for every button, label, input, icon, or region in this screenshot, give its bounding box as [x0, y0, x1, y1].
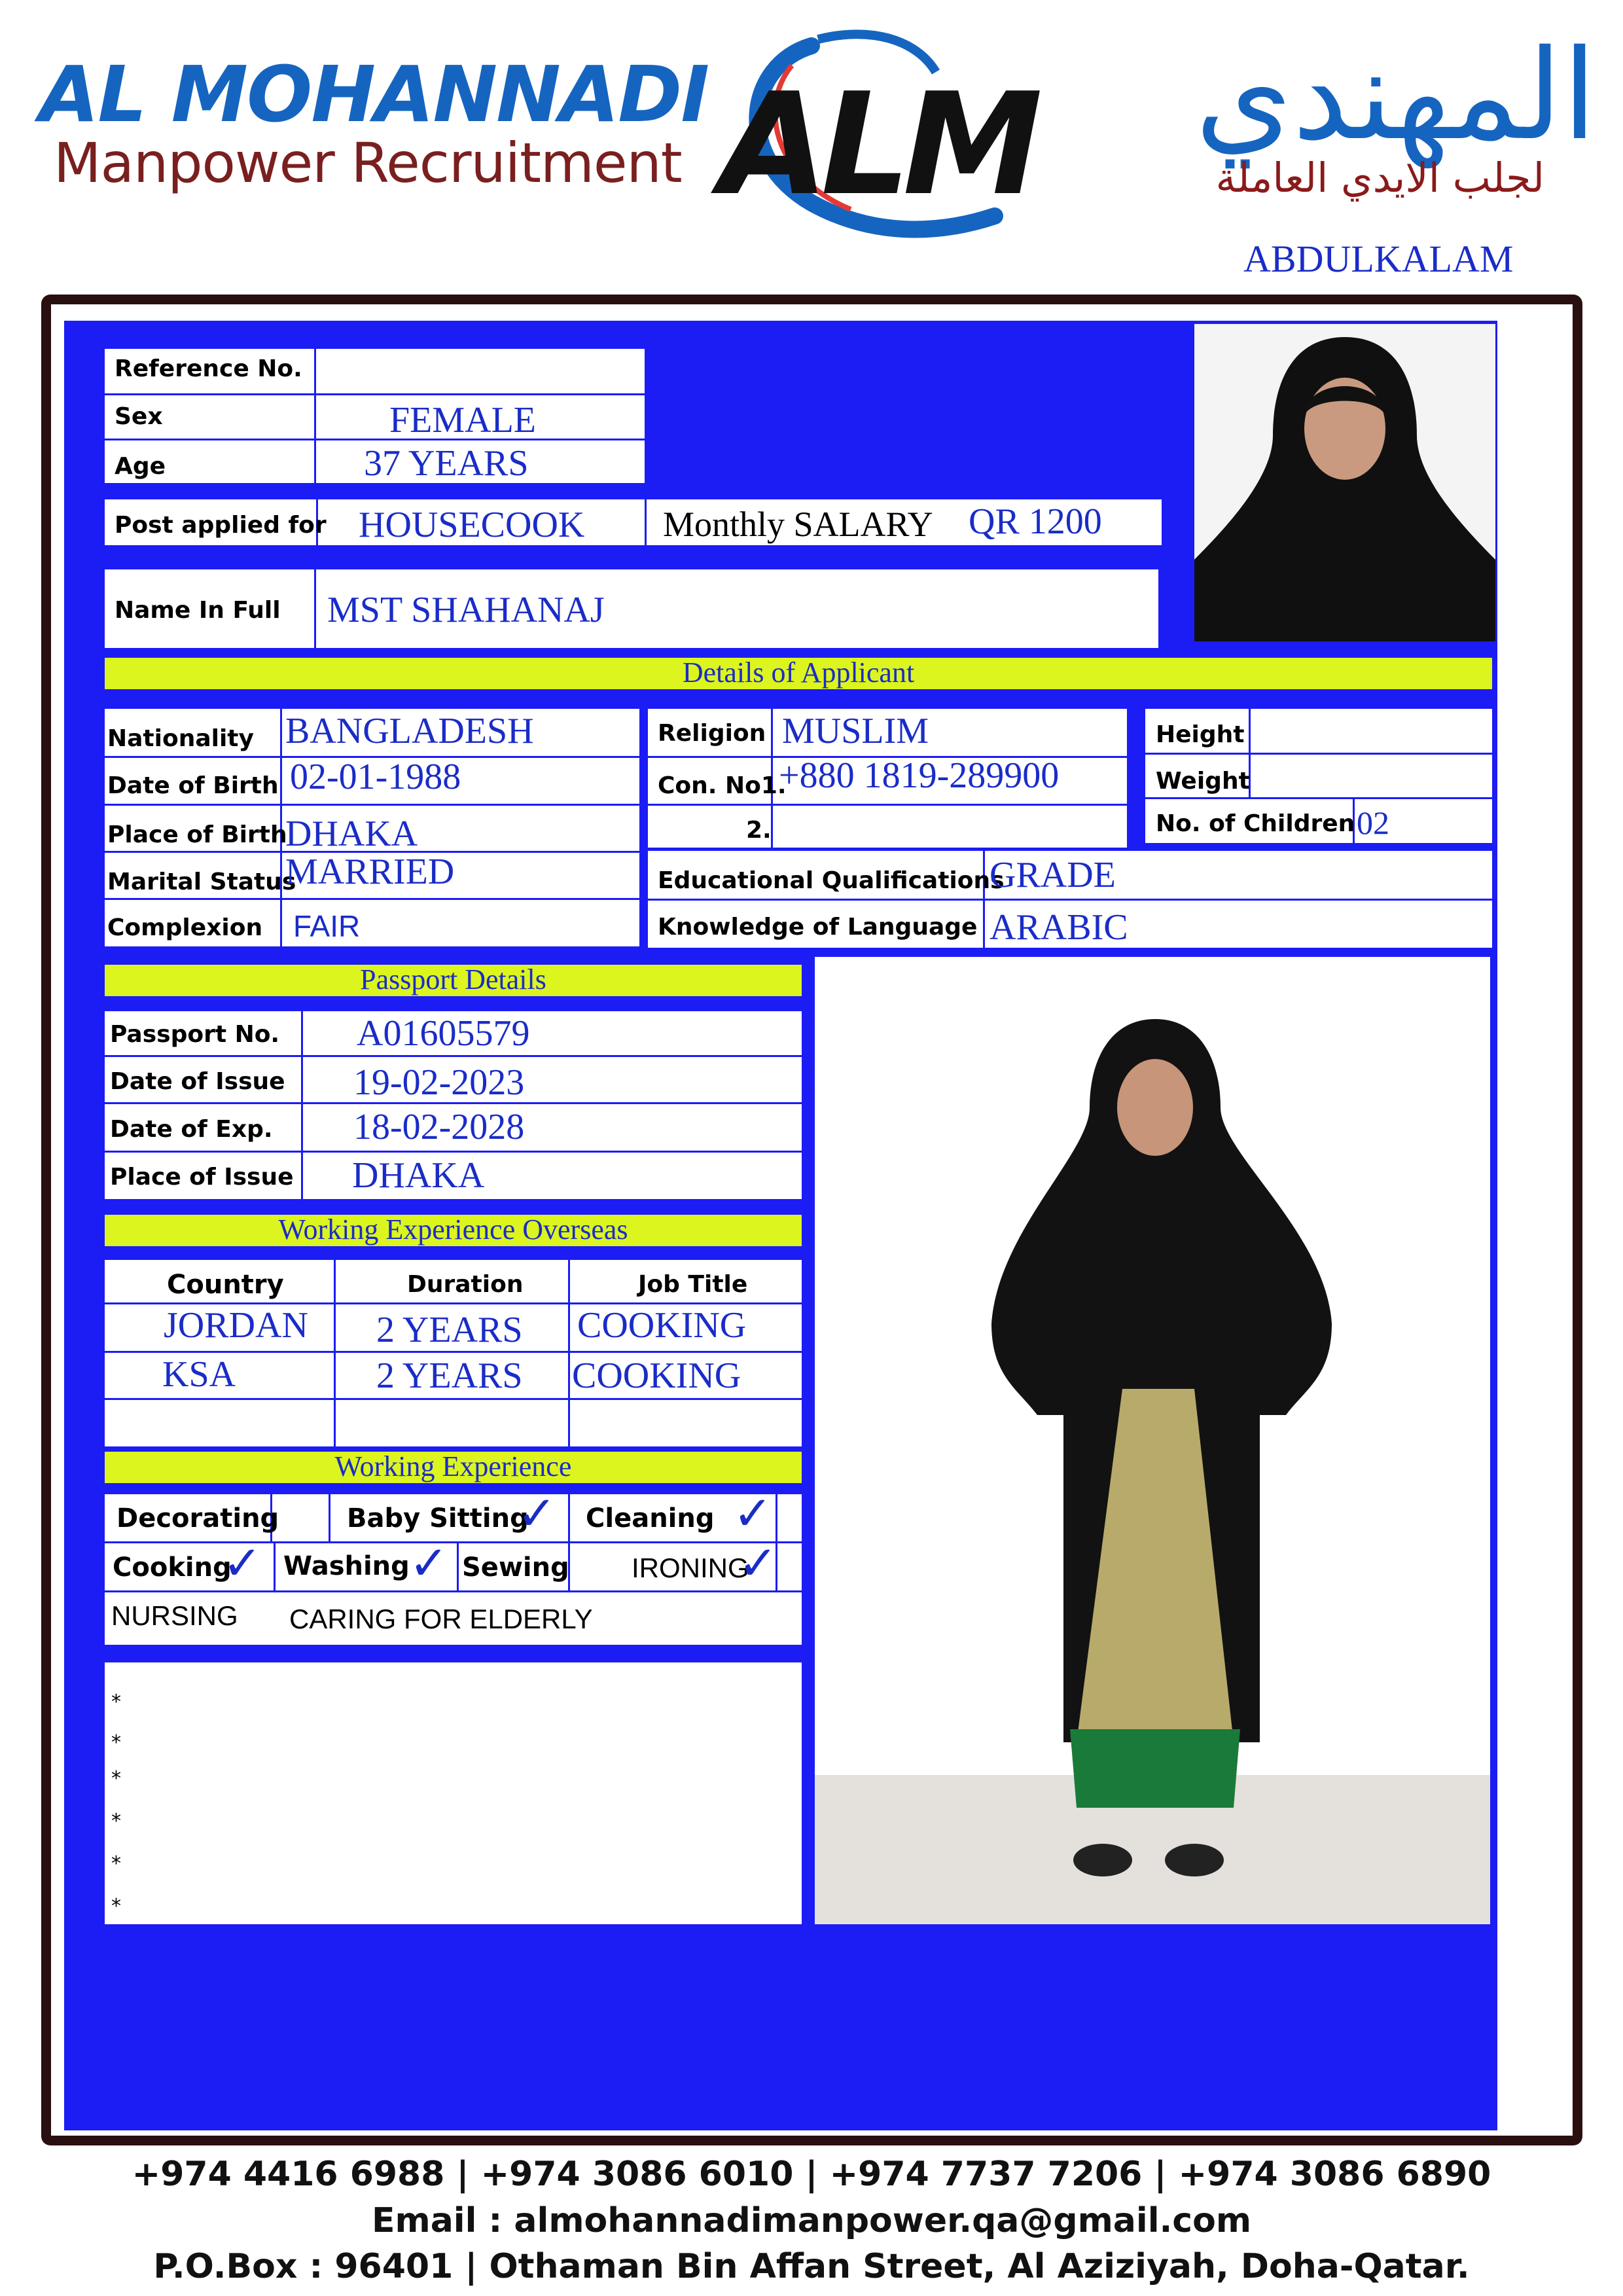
height-label: Height	[1156, 721, 1245, 748]
marital-value: MARRIED	[285, 852, 455, 892]
brand-name: AL MOHANNADI	[39, 49, 709, 139]
applicant-portrait-photo	[1194, 324, 1495, 641]
passport-no-value: A01605579	[357, 1013, 530, 1054]
language-value: ARABIC	[990, 907, 1128, 948]
weight-label: Weight	[1156, 768, 1250, 795]
expiry-date-label: Date of Exp.	[110, 1116, 273, 1143]
nationality-value: BANGLADESH	[285, 711, 534, 751]
ironing-check-icon: ✓	[738, 1535, 778, 1590]
pob-label: Place of Birth	[107, 821, 287, 848]
issue-date-value: 19-02-2023	[353, 1062, 525, 1103]
footer-address: P.O.Box : 96401 | Othaman Bin Affan Street, Al Aziziyah, Doha-Qatar.	[153, 2247, 1470, 2286]
skill-sewing: Sewing	[462, 1552, 569, 1583]
issue-place-value: DHAKA	[352, 1155, 485, 1196]
col-country: Country	[167, 1270, 284, 1300]
education-label: Educational Qualifications	[658, 867, 1005, 894]
contact2-label: 2.	[746, 817, 772, 844]
salary-label: Monthly SALARY	[663, 505, 933, 544]
overseas-section-title: Working Experience Overseas	[105, 1215, 802, 1246]
skill-caring-elderly: CARING FOR ELDERLY	[289, 1604, 593, 1634]
skill-baby-sitting: Baby Sitting	[347, 1503, 529, 1534]
complexion-label: Complexion	[107, 914, 263, 941]
applicant-full-photo	[815, 957, 1490, 1924]
overseas-row-2-duration: 2 YEARS	[376, 1355, 523, 1396]
notes-box	[105, 1662, 802, 1924]
note-bullet-4: *	[111, 1810, 121, 1833]
age-label: Age	[115, 453, 166, 480]
skill-nursing: NURSING	[111, 1600, 238, 1631]
note-bullet-2: *	[111, 1731, 121, 1754]
skill-ironing: IRONING	[632, 1552, 749, 1583]
sex-value: FEMALE	[389, 400, 536, 440]
nationality-label: Nationality	[107, 725, 254, 752]
baby-sitting-check-icon: ✓	[517, 1486, 557, 1541]
details-section-title: Details of Applicant	[105, 658, 1492, 689]
brand-tagline: Manpower Recruitment	[54, 131, 682, 195]
note-bullet-5: *	[111, 1852, 121, 1875]
overseas-row-1-job: COOKING	[577, 1305, 747, 1346]
complexion-value: FAIR	[293, 909, 361, 943]
name-label: Name In Full	[115, 597, 281, 624]
expiry-date-value: 18-02-2028	[353, 1107, 525, 1147]
name-value: MST SHAHANAJ	[327, 590, 605, 630]
children-value: 02	[1357, 804, 1389, 841]
agent-name: ABDULKALAM	[1243, 238, 1514, 280]
overseas-row-2-job: COOKING	[572, 1355, 741, 1396]
language-label: Knowledge of Language	[658, 914, 978, 941]
marital-label: Marital Status	[107, 869, 296, 895]
overseas-row-1-country: JORDAN	[164, 1305, 308, 1346]
issue-place-label: Place of Issue	[110, 1164, 294, 1191]
overseas-row-2-country: KSA	[162, 1354, 236, 1395]
post-value: HOUSECOOK	[359, 505, 585, 545]
post-label: Post applied for	[115, 512, 327, 539]
col-duration: Duration	[407, 1271, 524, 1298]
skill-cleaning: Cleaning	[586, 1503, 715, 1534]
reference-label: Reference No.	[115, 355, 302, 382]
note-bullet-1: *	[111, 1691, 121, 1713]
children-label: No. of Children	[1156, 810, 1355, 837]
brand-name-arabic: المهندي	[1195, 23, 1597, 168]
dob-value: 02-01-1988	[290, 757, 461, 797]
footer-phones: +974 4416 6988 | +974 3086 6010 | +974 7737 7206 | +974 3086 6890	[132, 2155, 1491, 2194]
note-bullet-6: *	[111, 1895, 121, 1918]
passport-section-title: Passport Details	[105, 965, 802, 996]
alm-logo-text: ALM	[720, 62, 1035, 226]
cleaning-check-icon: ✓	[733, 1486, 773, 1541]
skill-cooking: Cooking	[113, 1552, 232, 1583]
issue-date-label: Date of Issue	[110, 1068, 285, 1095]
skill-washing: Washing	[283, 1551, 410, 1581]
religion-value: MUSLIM	[782, 711, 929, 751]
pob-value: DHAKA	[285, 814, 418, 854]
overseas-row-1-duration: 2 YEARS	[376, 1310, 523, 1350]
washing-check-icon: ✓	[409, 1535, 449, 1590]
salary-value: QR 1200	[969, 501, 1102, 542]
note-bullet-3: *	[111, 1767, 121, 1790]
cooking-check-icon: ✓	[223, 1535, 262, 1590]
contact1-label: Con. No1.	[658, 772, 787, 799]
passport-no-label: Passport No.	[110, 1021, 280, 1048]
col-job-title: Job Title	[638, 1271, 748, 1298]
skill-decorating: Decorating	[116, 1503, 279, 1534]
footer-email: Email : almohannadimanpower.qa@gmail.com	[371, 2201, 1252, 2240]
skills-section-title: Working Experience	[105, 1452, 802, 1483]
brand-tagline-arabic: لجلب الايدي العاملة	[1215, 154, 1544, 202]
dob-label: Date of Birth	[107, 772, 279, 799]
age-value: 37 YEARS	[364, 443, 529, 484]
sex-label: Sex	[115, 403, 163, 430]
religion-label: Religion	[658, 720, 766, 747]
contact1-value: +880 1819-289900	[779, 755, 1060, 796]
education-value: GRADE	[990, 855, 1116, 895]
